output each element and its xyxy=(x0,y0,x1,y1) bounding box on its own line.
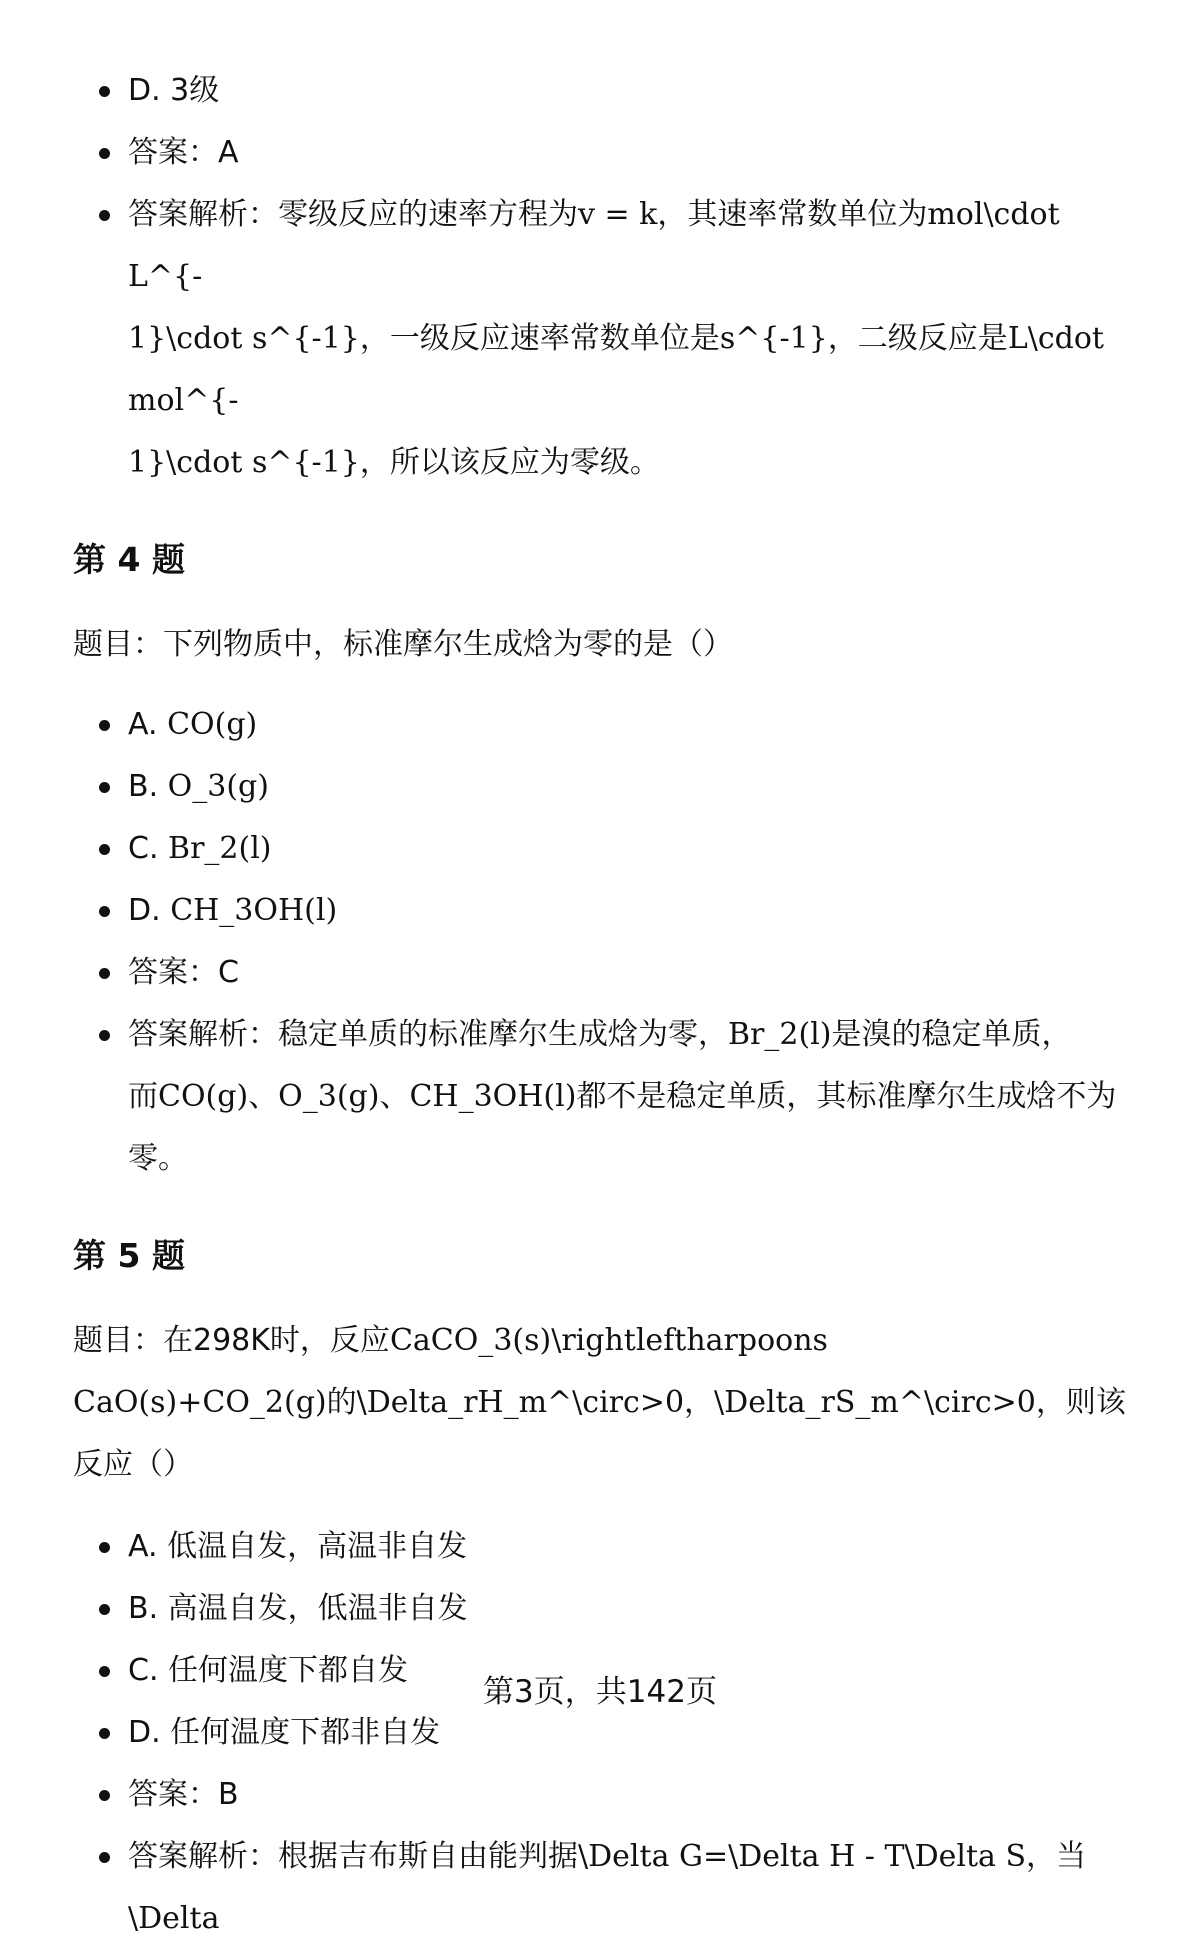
q4-analysis xyxy=(73,1004,1143,1190)
formula: Br_2(l) xyxy=(728,1017,832,1052)
text: 而 xyxy=(128,1079,158,1114)
q3-analysis xyxy=(73,184,1143,494)
page-footer: 第3页，共142页 xyxy=(483,1674,717,1710)
formula: CO(g) xyxy=(167,707,258,742)
text: ， xyxy=(684,1385,715,1420)
option-a: A. 低温自发，高温非自发 xyxy=(73,1516,1143,1578)
q5-options-list xyxy=(73,1516,1143,1950)
text: 是溴的稳定单质， xyxy=(831,1017,1072,1052)
option-label: D. xyxy=(128,893,171,928)
text: ，一级反应速率常数单位是 xyxy=(359,321,720,356)
text: 答案解析：稳定单质的标准摩尔生成焓为零， xyxy=(128,1017,728,1052)
text: ，其速率常数单位为 xyxy=(657,197,928,232)
formula: 1}\cdot s^{-1} xyxy=(128,321,360,356)
q4-answer: 答案：C xyxy=(73,942,1143,1004)
formula: Br_2(l) xyxy=(168,831,272,866)
option-label: B. xyxy=(128,769,168,804)
q5-question xyxy=(73,1310,1143,1496)
option-d xyxy=(73,880,1143,942)
text: ，当 xyxy=(1026,1839,1086,1874)
option-c: C. 任何温度下都自发 xyxy=(73,1640,1143,1702)
option-b: B. 高温自发，低温非自发 xyxy=(73,1578,1143,1640)
formula: CaO(s)+CO_2(g) xyxy=(73,1385,327,1420)
formula: CH_3OH(l) xyxy=(409,1079,577,1114)
q5-heading: 第 5 题 xyxy=(73,1236,185,1275)
formula: CO(g) xyxy=(158,1079,249,1114)
formula: mol\cdot L^{- xyxy=(128,197,1060,294)
text: 都不是稳定单质，其标准摩尔生成焓不为零。 xyxy=(128,1079,1117,1176)
text: 、 xyxy=(379,1079,410,1114)
text: 题目：在298K时，反应 xyxy=(73,1323,390,1358)
formula: O_3(g) xyxy=(278,1079,380,1114)
option-d: D. 任何温度下都非自发 xyxy=(73,1702,1143,1764)
option-a xyxy=(73,694,1143,756)
option-label: A. xyxy=(128,707,168,742)
list-item: D. 3级 xyxy=(73,60,1143,122)
q5-analysis xyxy=(73,1826,1143,1950)
formula: \Delta G=\Delta H - T\Delta S xyxy=(578,1839,1026,1874)
list-item: 答案：A xyxy=(73,122,1143,184)
text: 、 xyxy=(248,1079,279,1114)
q3-options-list xyxy=(73,60,1143,494)
option-b xyxy=(73,756,1143,818)
formula: \Delta_rS_m^\circ>0 xyxy=(714,1385,1036,1420)
formula: O_3(g) xyxy=(167,769,269,804)
q4-question: 题目：下列物质中，标准摩尔生成焓为零的是（） xyxy=(73,627,733,662)
text: 答案解析：根据吉布斯自由能判据 xyxy=(128,1839,578,1874)
text: 的 xyxy=(326,1385,357,1420)
formula: \Delta xyxy=(128,1901,220,1936)
q4-heading: 第 4 题 xyxy=(73,540,185,579)
option-c xyxy=(73,818,1143,880)
q4-options-list xyxy=(73,694,1143,1190)
q5-answer: 答案：B xyxy=(73,1764,1143,1826)
option-label: C. xyxy=(128,831,169,866)
text: ，则该反应（） xyxy=(73,1385,1126,1482)
formula: L\cdot mol^{- xyxy=(128,321,1104,418)
text: ，所以该反应为零级。 xyxy=(359,445,660,480)
text: 答案解析：零级反应的速率方程为 xyxy=(128,197,578,232)
page-content xyxy=(73,60,1143,1950)
formula: s^{-1} xyxy=(719,321,828,356)
formula: v = k xyxy=(578,197,658,232)
formula: \Delta_rH_m^\circ>0 xyxy=(356,1385,685,1420)
text: ，二级反应是 xyxy=(827,321,1008,356)
formula: CaCO_3(s)\rightleftharpoons xyxy=(389,1323,828,1358)
formula: CH_3OH(l) xyxy=(170,893,338,928)
formula: 1}\cdot s^{-1} xyxy=(128,445,360,480)
